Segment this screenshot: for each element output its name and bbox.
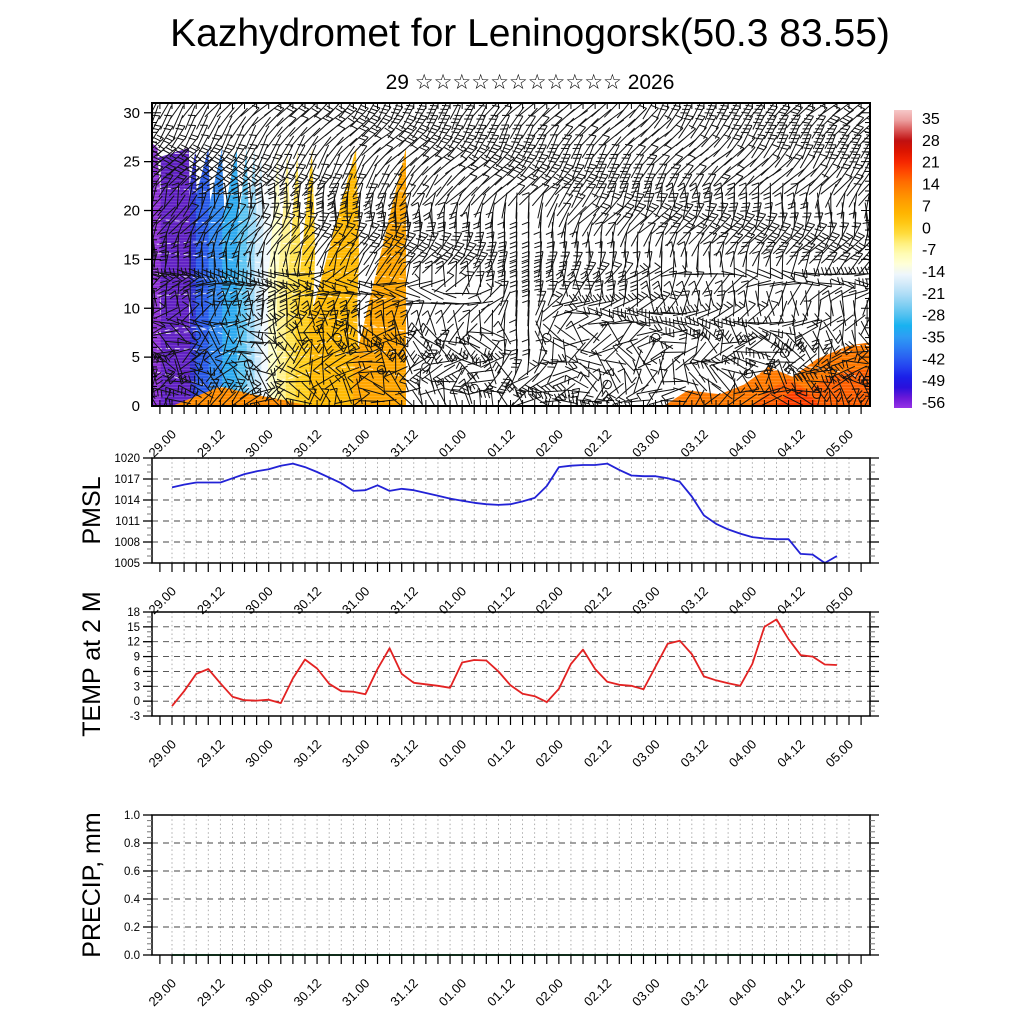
precip-ytick: 0.6 xyxy=(124,866,140,878)
time-tick-label: 01.12 xyxy=(484,736,518,771)
time-tick-label: 29.00 xyxy=(145,975,180,1010)
precip-axis-title: PRECIP, mm xyxy=(78,812,106,958)
page-subtitle: 29 ☆☆☆☆☆☆☆☆☆☆☆ 2026 xyxy=(385,71,675,94)
time-tick-label: 02.00 xyxy=(532,583,566,618)
time-tick-label: 02.12 xyxy=(580,426,615,461)
cross-section-ytick: 5 xyxy=(131,349,140,367)
colorbar-tick: -14 xyxy=(922,263,946,281)
colorbar-tick: -28 xyxy=(922,307,946,325)
time-tick-label: 03.00 xyxy=(629,736,663,771)
time-tick-label: 29.12 xyxy=(193,736,228,771)
time-tick-label: 31.12 xyxy=(387,426,421,461)
time-tick-label: 30.00 xyxy=(242,426,276,461)
time-tick-label: 03.12 xyxy=(677,583,712,618)
precip-ytick: 1.0 xyxy=(124,810,140,822)
time-tick-label: 29.00 xyxy=(145,426,180,461)
colorbar xyxy=(894,110,945,412)
time-tick-label: 31.00 xyxy=(338,583,373,618)
temp-2m-panel xyxy=(78,591,879,770)
temp-2m-ytick: 6 xyxy=(133,666,140,679)
time-tick-label: 04.12 xyxy=(774,426,808,461)
time-tick-label: 02.12 xyxy=(580,736,615,771)
time-tick-label: 04.00 xyxy=(725,426,760,461)
time-tick-label: 29.00 xyxy=(145,736,180,771)
time-tick-label: 30.00 xyxy=(242,736,276,771)
time-tick-label: 05.00 xyxy=(822,583,857,618)
cross-section-ytick: 0 xyxy=(131,398,140,415)
time-tick-label: 02.00 xyxy=(532,975,566,1010)
colorbar-tick: -42 xyxy=(922,351,946,369)
time-tick-label: 02.00 xyxy=(532,736,566,771)
temp-2m-ytick: 3 xyxy=(133,681,140,694)
time-tick-label: 02.12 xyxy=(580,975,615,1010)
time-tick-label: 05.00 xyxy=(822,426,857,461)
cross-section-ytick: 20 xyxy=(123,202,140,220)
pmsl-line xyxy=(172,464,837,563)
time-tick-label: 01.00 xyxy=(435,736,470,771)
time-tick-label: 04.12 xyxy=(774,583,808,618)
colorbar-tick: 14 xyxy=(922,176,940,194)
time-tick-label: 29.12 xyxy=(193,583,228,618)
time-tick-label: 29.00 xyxy=(145,583,180,618)
time-tick-label: 01.00 xyxy=(435,975,470,1010)
time-tick-label: 02.12 xyxy=(580,583,615,618)
colorbar-tick: 0 xyxy=(922,220,931,238)
precip-panel xyxy=(78,810,879,1009)
time-tick-label: 04.00 xyxy=(725,583,760,618)
temp-2m-ytick: 18 xyxy=(127,607,140,619)
colorbar-tick: 21 xyxy=(922,154,940,172)
pmsl-ytick: 1011 xyxy=(115,516,140,528)
time-tick-label: 04.12 xyxy=(774,975,808,1010)
temp-2m-line xyxy=(172,619,837,706)
time-tick-label: 30.12 xyxy=(290,975,325,1010)
pmsl-panel xyxy=(78,453,879,617)
time-tick-label: 31.12 xyxy=(387,975,421,1010)
time-tick-label: 03.12 xyxy=(677,975,712,1010)
time-tick-label: 02.00 xyxy=(532,426,566,461)
pmsl-ytick: 1017 xyxy=(114,474,140,486)
time-tick-label: 04.00 xyxy=(725,736,760,771)
pmsl-ytick: 1020 xyxy=(114,453,140,465)
time-tick-label: 01.12 xyxy=(484,583,518,618)
time-tick-label: 01.00 xyxy=(435,426,470,461)
pmsl-axis-title: PMSL xyxy=(78,476,106,545)
temp-2m-axis-title: TEMP at 2 M xyxy=(78,591,106,737)
colorbar-tick: -21 xyxy=(922,285,946,303)
time-tick-label: 04.00 xyxy=(725,975,760,1010)
temp-2m-ytick: 12 xyxy=(127,636,140,649)
cross-section-ytick: 30 xyxy=(123,104,140,122)
time-tick-label: 03.00 xyxy=(629,975,663,1010)
time-tick-label: 29.12 xyxy=(193,426,228,461)
time-tick-label: 01.00 xyxy=(435,583,470,618)
time-tick-label: 05.00 xyxy=(822,975,857,1010)
precip-ytick: 0.4 xyxy=(124,894,140,906)
colorbar-tick: 28 xyxy=(922,132,940,150)
colorbar-tick: 35 xyxy=(922,111,940,128)
pmsl-ytick: 1014 xyxy=(114,495,140,507)
time-tick-label: 29.12 xyxy=(193,975,228,1010)
time-tick-label: 31.00 xyxy=(338,426,373,461)
time-tick-label: 05.00 xyxy=(822,736,857,771)
time-tick-label: 31.12 xyxy=(387,736,421,771)
cross-section-ytick: 10 xyxy=(123,300,140,318)
time-tick-label: 30.12 xyxy=(290,736,325,771)
time-tick-label: 03.12 xyxy=(677,426,712,461)
time-tick-label: 30.12 xyxy=(290,426,325,461)
pmsl-ytick: 1008 xyxy=(114,537,140,549)
colorbar-tick: -35 xyxy=(922,329,946,347)
colorbar-tick: -7 xyxy=(922,242,937,260)
cross-section-ytick: 15 xyxy=(123,251,140,269)
time-tick-label: 30.00 xyxy=(242,583,276,618)
temp-2m-ytick: 9 xyxy=(133,651,140,664)
colorbar-tick: -56 xyxy=(922,395,946,413)
time-tick-label: 01.12 xyxy=(484,975,518,1010)
temp-2m-ytick: 15 xyxy=(127,621,140,634)
temp-2m-ytick: 0 xyxy=(133,696,140,709)
time-tick-label: 03.12 xyxy=(677,736,712,771)
time-tick-label: 03.00 xyxy=(629,426,663,461)
time-tick-label: 31.00 xyxy=(338,975,373,1010)
precip-ytick: 0.2 xyxy=(124,922,140,934)
time-tick-label: 30.12 xyxy=(290,583,325,618)
time-tick-label: 31.12 xyxy=(387,583,421,618)
time-tick-label: 04.12 xyxy=(774,736,808,771)
time-tick-label: 30.00 xyxy=(242,975,276,1010)
temp-2m-ytick: -3 xyxy=(129,711,140,723)
colorbar-tick: -49 xyxy=(922,373,946,391)
time-tick-label: 03.00 xyxy=(629,583,663,618)
precip-ytick: 0.8 xyxy=(124,838,140,850)
cross-section-ytick: 25 xyxy=(123,153,140,171)
pmsl-ytick: 1005 xyxy=(114,558,140,570)
colorbar-tick: 7 xyxy=(922,198,931,216)
page-title: Kazhydromet for Leninogorsk(50.3 83.55) xyxy=(170,12,890,55)
time-tick-label: 01.12 xyxy=(484,426,518,461)
time-tick-label: 31.00 xyxy=(338,736,373,771)
precip-ytick: 0.0 xyxy=(124,950,140,962)
